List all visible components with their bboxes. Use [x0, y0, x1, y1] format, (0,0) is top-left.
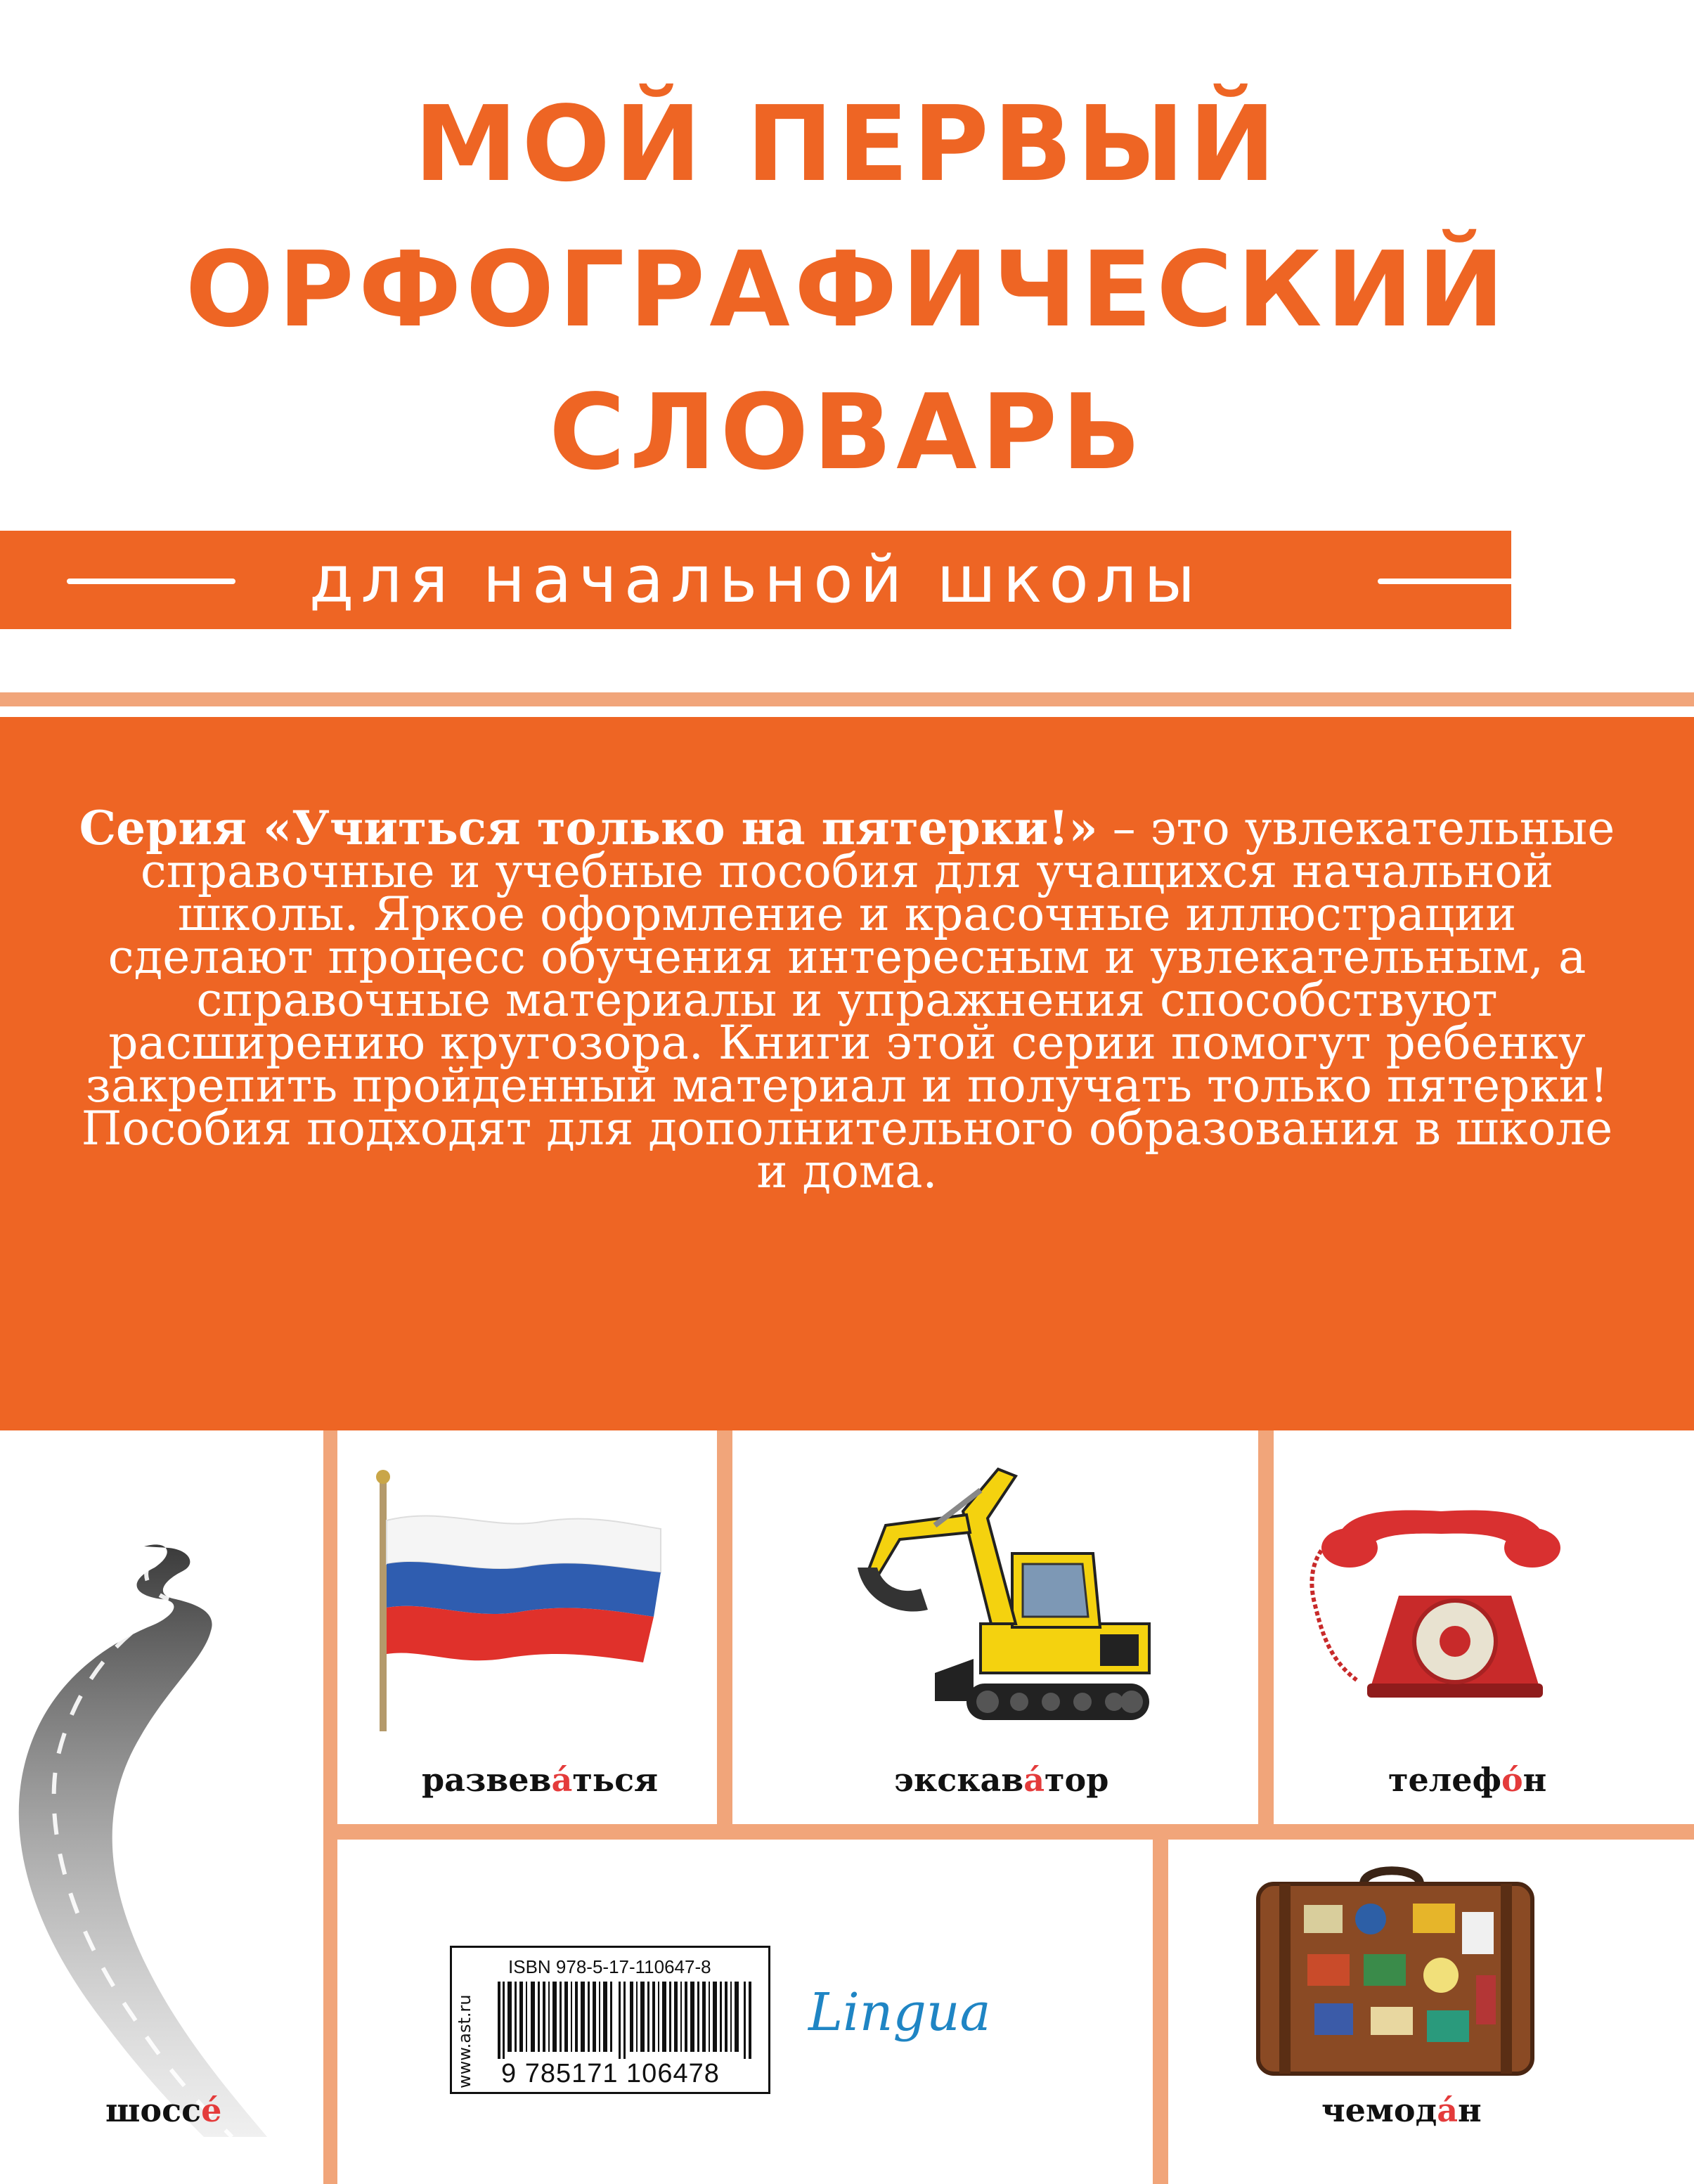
word-shosse-accent: е́: [201, 2091, 222, 2129]
road-illustration: [0, 1532, 323, 2137]
word-razvevatsya: [422, 1761, 658, 1799]
word-shosse: [105, 2091, 221, 2129]
series-name: Серия «Учиться только на пятерки!»: [79, 801, 1098, 855]
subtitle-dash-right: [1378, 579, 1518, 584]
title-line-1: МОЙ ПЕРВЫЙ: [414, 84, 1280, 205]
word-telefon-accent: о́: [1501, 1761, 1523, 1799]
word-shosse-pre: шосс: [105, 2091, 202, 2129]
suitcase-illustration: [1251, 1863, 1539, 2081]
telephone-illustration: [1300, 1504, 1596, 1715]
word-razvevatsya-accent: а́: [551, 1761, 573, 1799]
word-chemodan-post: н: [1458, 2091, 1482, 2129]
subtitle-band: [0, 531, 1511, 629]
subtitle: для начальной школы: [309, 542, 1203, 617]
word-razvevatsya-post: ться: [572, 1761, 659, 1799]
word-ekskavator: [894, 1761, 1108, 1799]
word-telefon: [1388, 1761, 1546, 1799]
barcode-number: 9 785171 106478: [501, 2059, 720, 2088]
excavator-illustration: [822, 1448, 1188, 1729]
description-text: [77, 801, 1617, 1198]
barcode-box: [450, 1946, 770, 2094]
word-ekskavator-pre: экскав: [894, 1761, 1024, 1799]
barcode-bars: [498, 1982, 758, 2059]
word-chemodan-pre: чемод: [1321, 2091, 1437, 2129]
description-panel: [0, 717, 1694, 1430]
title-line-3: СЛОВАРЬ: [549, 372, 1145, 493]
isbn-text: ISBN 978-5-17-110647-8: [508, 1956, 711, 1977]
word-telefon-post: н: [1522, 1761, 1547, 1799]
title-line-2: ОРФОГРАФИЧЕСКИЙ: [185, 229, 1509, 350]
word-chemodan: [1321, 2091, 1482, 2129]
word-telefon-pre: телеф: [1388, 1761, 1501, 1799]
site-url: www.ast.ru: [455, 1994, 474, 2088]
word-ekskavator-post: тор: [1045, 1761, 1109, 1799]
word-razvevatsya-pre: развев: [422, 1761, 552, 1799]
russian-flag-illustration: [366, 1466, 675, 1733]
description-body: – это увлекательные справочные и учебные пособия для учащихся начальной школы. Яркое оформление и красочные иллюстрации сделают процесс обучения интересным и увлекательным, а справочные материалы и упражнения способствуют расширению кругозора. Книги этой серии помогут ребенку закрепить пройденный материал и получать только пятерки! Пособия подходят для дополнительного образования в школе и дома.: [81, 801, 1615, 1198]
word-chemodan-accent: а́: [1437, 2091, 1459, 2129]
publisher-logo: Lingua: [808, 1982, 991, 2043]
divider-line: [0, 692, 1694, 706]
word-ekskavator-accent: а́: [1023, 1761, 1045, 1799]
